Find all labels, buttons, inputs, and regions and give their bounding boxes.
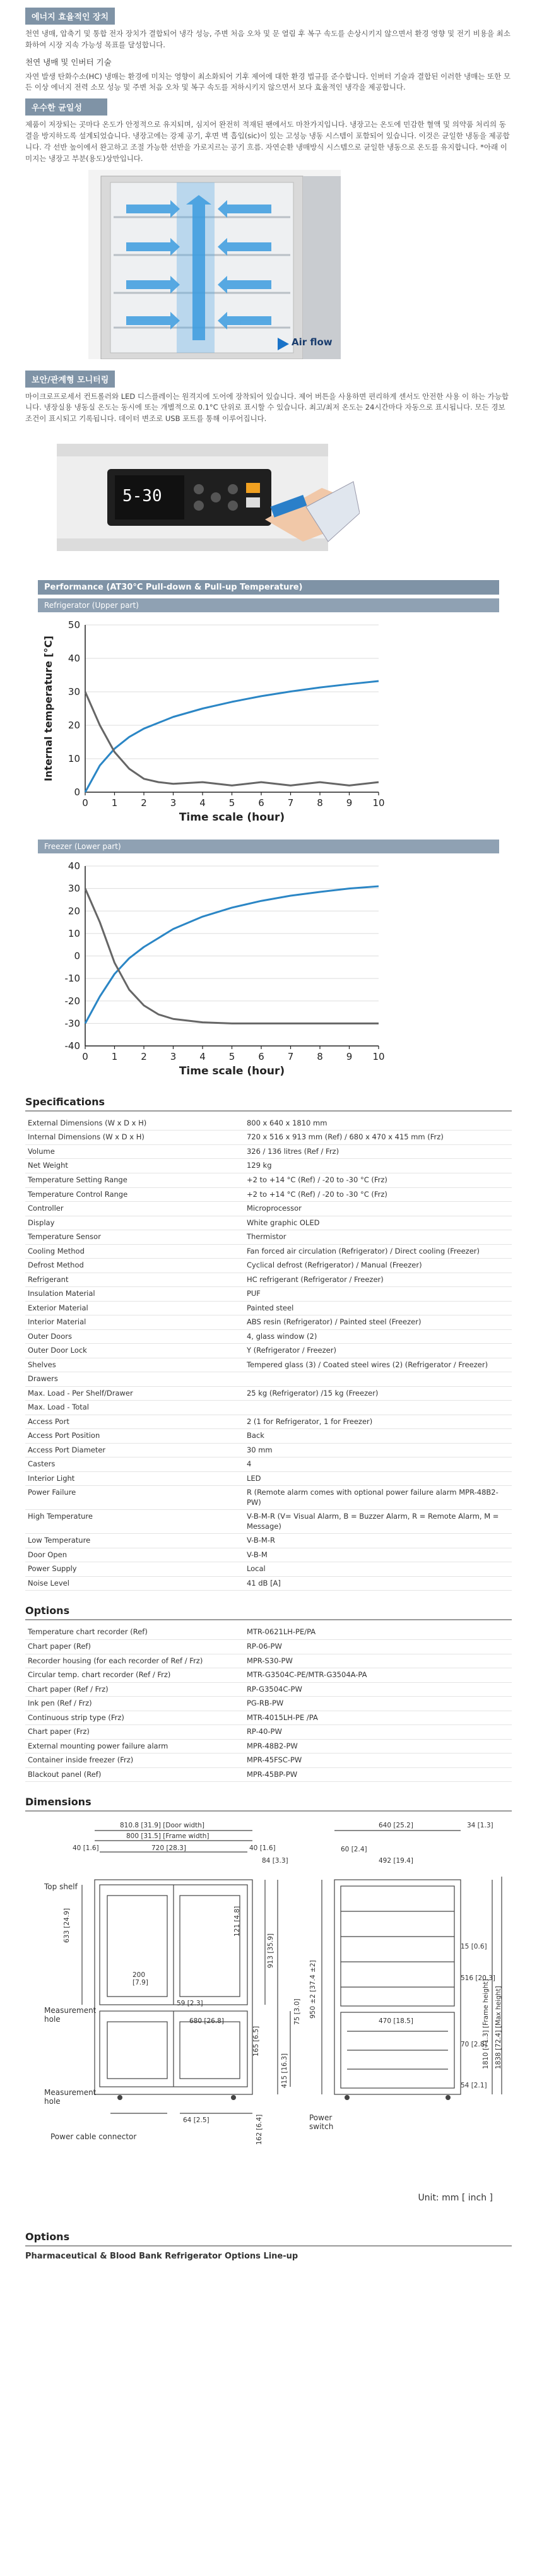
y-tick-label: 10: [68, 927, 80, 939]
fridge-chart-label: Refrigerator (Upper part): [38, 598, 499, 612]
spec-key: Access Port: [25, 1415, 244, 1429]
dim-64: 64 [2.5]: [183, 2116, 209, 2125]
spec-value: PUF: [244, 1287, 512, 1302]
dim-680: 680 [26.8]: [189, 2017, 224, 2026]
x-axis-label: Time scale (hour): [179, 810, 285, 824]
y-tick-label: 40: [68, 860, 80, 872]
option-key: Circular temp. chart recorder (Ref / Frz): [25, 1668, 244, 1683]
spec-key: Exterior Material: [25, 1301, 244, 1315]
spec-value: +2 to +14 °C (Ref) / -20 to -30 °C (Frz): [244, 1187, 512, 1202]
spec-key: Display: [25, 1216, 244, 1230]
spec-key: Interior Material: [25, 1315, 244, 1330]
dim-640: 640 [25.2]: [379, 1822, 413, 1830]
specifications-section: [25, 1093, 512, 1591]
series-line-pull-up: [85, 681, 379, 792]
spec-row: [25, 1471, 512, 1486]
spec-key: Interior Light: [25, 1471, 244, 1486]
dim-720: 720 [28.3]: [151, 1844, 186, 1853]
dim-frame-width: 800 [31.5] [Frame width]: [126, 1832, 209, 1841]
spec-value: 4: [244, 1457, 512, 1472]
spec-value: Tempered glass (3) / Coated steel wires (2) (Refrigerator / Freezer): [244, 1358, 512, 1372]
spec-key: External Dimensions (W x D x H): [25, 1117, 244, 1131]
spec-row: [25, 1202, 512, 1216]
x-tick-label: 3: [170, 797, 177, 809]
freezer-chart-label: Freezer (Lower part): [38, 840, 499, 853]
spec-row: [25, 1244, 512, 1259]
refrigerant-paragraph: 자연 발생 탄화수소(HC) 냉매는 환경에 미치는 영향이 최소화되어 기후 제어에 대한 환경 법규를 준수합니다. 인버터 기술과 결합된 이러한 냉매는 또한 모든 이상 에너지 전력 소모 성능 및 주변 처음 오차 및 복구 속도를 저하시키지 않으면서 보다 효율적인 냉각을 제공합니다.: [25, 71, 510, 92]
y-tick-label: 20: [68, 905, 80, 917]
x-tick-label: 6: [258, 797, 264, 809]
spec-value: 4, glass window (2): [244, 1329, 512, 1344]
x-tick-label: 5: [228, 797, 235, 809]
spec-key: Refrigerant: [25, 1273, 244, 1287]
spec-value: [244, 1401, 512, 1415]
spec-row: [25, 1329, 512, 1344]
option-key: Chart paper (Ref / Frz): [25, 1682, 244, 1697]
option-key: Recorder housing (for each recorder of Ref / Frz): [25, 1654, 244, 1668]
spec-row: [25, 1187, 512, 1202]
measurement-hole-label-1: Measurement hole: [44, 2006, 97, 2024]
x-tick-label: 10: [372, 797, 385, 809]
y-tick-label: 10: [68, 752, 80, 764]
top-shelf-label: Top shelf: [44, 1882, 78, 1892]
option-row: [25, 1725, 512, 1740]
airflow-fridge-image: [88, 170, 341, 359]
spec-value: Cyclical defrost (Refrigerator) / Manual (Freezer): [244, 1259, 512, 1273]
spec-row: [25, 1216, 512, 1230]
spec-row: [25, 1372, 512, 1387]
spec-row: [25, 1386, 512, 1401]
spec-row: [25, 1259, 512, 1273]
footer-options-section: [25, 2228, 512, 2261]
x-tick-label: 9: [346, 797, 353, 809]
spec-row: [25, 1287, 512, 1302]
spec-row: [25, 1562, 512, 1577]
spec-key: Temperature Sensor: [25, 1230, 244, 1245]
y-tick-label: -10: [64, 973, 80, 985]
x-tick-label: 8: [317, 797, 323, 809]
option-row: [25, 1697, 512, 1711]
spec-key: Cooling Method: [25, 1244, 244, 1259]
spec-key: Max. Load - Per Shelf/Drawer: [25, 1386, 244, 1401]
spec-key: Temperature Setting Range: [25, 1173, 244, 1188]
controller-panel-image: [57, 431, 360, 564]
y-tick-label: 30: [68, 686, 80, 697]
spec-value: 129 kg: [244, 1159, 512, 1173]
dim-415: 415 [16.3]: [281, 2053, 288, 2089]
dim-60: 60 [2.4]: [341, 1846, 367, 1854]
spec-row: [25, 1548, 512, 1562]
x-tick-label: 2: [141, 797, 147, 809]
monitoring-section: [25, 371, 512, 564]
monitoring-paragraph: 마이크로프로세서 컨트롤러와 LED 디스플레이는 원격지에 도어에 장착되어 있습니다. 제어 버튼을 사용하면 편리하게 센서도 안전한 사용 이 하는 가능합니다. 냉장실용 냉동실 온도는 동시에 또는 개별적으로 0.1°C 단위로 표시할 수 있습니다. 최고/최저 온도는 24시간마다 자동으로 표시됩니다. 모든 경보 조건이 표시되고 기록됩니다. 데이터 변조로 USB 포트를 통해 이루어집니다.: [25, 391, 509, 424]
airflow-illustration: [88, 170, 341, 359]
spec-value: V-B-M: [244, 1548, 512, 1562]
dim-15: 15 [0.6]: [461, 1943, 487, 1951]
dim-40-left: 40 [1.6]: [73, 1844, 99, 1853]
spec-row: [25, 1301, 512, 1315]
dim-162: 162 [6.4]: [256, 2114, 263, 2146]
spec-value: White graphic OLED: [244, 1216, 512, 1230]
dim-door-width: 810.8 [31.9] [Door width]: [120, 1822, 205, 1830]
freezer-chart-wrap: [38, 853, 499, 1083]
option-value: MPR-45BP-PW: [244, 1767, 512, 1782]
option-value: RP-G3504C-PW: [244, 1682, 512, 1697]
y-axis-label: Internal temperature [°C]: [42, 636, 54, 781]
dim-54: 54 [2.1]: [461, 2082, 487, 2090]
spec-value: 25 kg (Refrigerator) /15 kg (Freezer): [244, 1386, 512, 1401]
spec-key: Drawers: [25, 1372, 244, 1387]
display-illustration: [57, 431, 360, 564]
spec-value: Microprocessor: [244, 1202, 512, 1216]
option-key: External mounting power failure alarm: [25, 1739, 244, 1754]
spec-value: 30 mm: [244, 1443, 512, 1457]
spec-value: Painted steel: [244, 1301, 512, 1315]
specifications-title: Specifications: [25, 1093, 512, 1112]
option-row: [25, 1639, 512, 1654]
spec-row: [25, 1273, 512, 1287]
dim-516: 516 [20.3]: [461, 1974, 495, 1983]
spec-value: Local: [244, 1562, 512, 1577]
option-value: RP-06-PW: [244, 1639, 512, 1654]
spec-key: Access Port Position: [25, 1429, 244, 1444]
option-row: [25, 1739, 512, 1754]
spec-value: [244, 1372, 512, 1387]
freezer-chart: [38, 853, 391, 1081]
option-key: Blackout panel (Ref): [25, 1767, 244, 1782]
x-tick-label: 1: [111, 1050, 118, 1062]
spec-value: LED: [244, 1471, 512, 1486]
spec-row: [25, 1117, 512, 1131]
option-value: MPR-S30-PW: [244, 1654, 512, 1668]
option-key: Ink pen (Ref / Frz): [25, 1697, 244, 1711]
dim-40-right: 40 [1.6]: [249, 1844, 276, 1853]
lineup-heading: Pharmaceutical & Blood Bank Refrigerator Options Line-up: [25, 2252, 298, 2262]
y-tick-label: -40: [64, 1040, 80, 1052]
display-reading: 5-30: [122, 486, 162, 506]
option-value: MTR-G3504C-PE/MTR-G3504A-PA: [244, 1668, 512, 1683]
y-tick-label: 20: [68, 719, 80, 731]
series-line-pull-up: [85, 886, 379, 1023]
spec-key: Insulation Material: [25, 1287, 244, 1302]
dim-59: 59 [2.3]: [177, 2000, 203, 2008]
spec-key: Low Temperature: [25, 1534, 244, 1548]
x-tick-label: 1: [111, 797, 118, 809]
option-key: Container inside freezer (Frz): [25, 1754, 244, 1768]
series-line-pull-down: [85, 692, 379, 785]
spec-key: Volume: [25, 1144, 244, 1159]
measurement-hole-label-2: Measurement hole: [44, 2088, 97, 2106]
option-row: [25, 1767, 512, 1782]
dim-492: 492 [19.4]: [379, 1857, 413, 1865]
spec-value: 41 dB [A]: [244, 1576, 512, 1591]
spec-value: R (Remote alarm comes with optional power failure alarm MPR-48B2-PW): [244, 1486, 512, 1510]
spec-key: Shelves: [25, 1358, 244, 1372]
option-row: [25, 1668, 512, 1683]
energy-paragraph: 천연 냉매, 압축기 및 통합 전자 장치가 결합되어 냉각 성능, 주변 처음 오차 및 문 열림 후 복구 속도를 손상시키지 않으면서 환경 영향 및 전기 비용을 최소화하여 시장 지속 가능성 목표를 달성합니다.: [25, 29, 510, 49]
y-tick-label: 30: [68, 882, 80, 894]
spec-key: Power Supply: [25, 1562, 244, 1577]
dim-1838: 1838 [72.4] [Max height]: [495, 1986, 502, 2070]
x-tick-label: 0: [82, 797, 88, 809]
spec-row: [25, 1576, 512, 1591]
option-row: [25, 1682, 512, 1697]
option-value: MPR-45FSC-PW: [244, 1754, 512, 1768]
option-key: Chart paper (Ref): [25, 1639, 244, 1654]
spec-row: [25, 1401, 512, 1415]
options-table: [25, 1625, 512, 1782]
spec-key: High Temperature: [25, 1510, 244, 1534]
airflow-label: Air flow: [292, 336, 333, 348]
dimensions-section: [25, 1793, 512, 2203]
spec-row: [25, 1344, 512, 1358]
option-key: Continuous strip type (Frz): [25, 1711, 244, 1725]
spec-value: 326 / 136 litres (Ref / Frz): [244, 1144, 512, 1159]
performance-section: [25, 580, 512, 1083]
dim-633: 633 [24.9]: [63, 1908, 71, 1944]
x-tick-label: 4: [199, 1050, 206, 1062]
spec-row: [25, 1315, 512, 1330]
spec-value: 720 x 516 x 913 mm (Ref) / 680 x 470 x 415 mm (Frz): [244, 1131, 512, 1145]
specifications-table: [25, 1117, 512, 1591]
dimensions-drawing: [25, 1817, 512, 2189]
spec-value: Fan forced air circulation (Refrigerator) / Direct cooling (Freezer): [244, 1244, 512, 1259]
spec-key: Max. Load - Total: [25, 1401, 244, 1415]
spec-row: [25, 1173, 512, 1188]
spec-key: Power Failure: [25, 1486, 244, 1510]
energy-section: [25, 0, 512, 93]
spec-row: [25, 1486, 512, 1510]
spec-row: [25, 1415, 512, 1429]
spec-row: [25, 1131, 512, 1145]
option-row: [25, 1654, 512, 1668]
option-row: [25, 1711, 512, 1725]
spec-key: Noise Level: [25, 1576, 244, 1591]
y-tick-label: -30: [64, 1018, 80, 1030]
dim-470: 470 [18.5]: [379, 2017, 413, 2026]
spec-value: HC refrigerant (Refrigerator / Freezer): [244, 1273, 512, 1287]
spec-value: Y (Refrigerator / Freezer): [244, 1344, 512, 1358]
x-tick-label: 6: [258, 1050, 264, 1062]
dim-200: 200 [7.9]: [133, 1971, 148, 1987]
option-key: Temperature chart recorder (Ref): [25, 1625, 244, 1639]
spec-value: ABS resin (Refrigerator) / Painted steel (Freezer): [244, 1315, 512, 1330]
option-key: Chart paper (Frz): [25, 1725, 244, 1740]
option-value: RP-40-PW: [244, 1725, 512, 1740]
y-tick-label: 50: [68, 619, 80, 631]
spec-key: Net Weight: [25, 1159, 244, 1173]
spec-row: [25, 1510, 512, 1534]
spec-row: [25, 1429, 512, 1444]
x-tick-label: 7: [287, 797, 294, 809]
power-cable-label: Power cable connector: [50, 2132, 137, 2142]
dim-75: 75 [3.0]: [293, 1998, 301, 2026]
spec-row: [25, 1457, 512, 1472]
spec-key: Controller: [25, 1202, 244, 1216]
dim-34: 34 [1.3]: [467, 1822, 493, 1830]
spec-row: [25, 1534, 512, 1548]
y-tick-label: 40: [68, 652, 80, 664]
y-tick-label: 0: [74, 786, 80, 798]
fridge-chart: [38, 612, 391, 827]
x-tick-label: 5: [228, 1050, 235, 1062]
dim-950: 950 ±2 [37.4 ±2]: [309, 1960, 317, 2019]
y-tick-label: 0: [74, 950, 80, 962]
spec-value: +2 to +14 °C (Ref) / -20 to -30 °C (Frz): [244, 1173, 512, 1188]
spec-key: Temperature Control Range: [25, 1187, 244, 1202]
dim-70: 70 [2.8]: [461, 2041, 487, 2049]
dimensions-title: Dimensions: [25, 1793, 512, 1812]
uniformity-section: [25, 98, 512, 359]
spec-value: Back: [244, 1429, 512, 1444]
spec-key: Door Open: [25, 1548, 244, 1562]
spec-key: Outer Door Lock: [25, 1344, 244, 1358]
performance-section-bar: Performance (AT30°C Pull-down & Pull-up Temperature): [38, 580, 499, 595]
spec-row: [25, 1358, 512, 1372]
spec-key: Internal Dimensions (W x D x H): [25, 1131, 244, 1145]
x-axis-label: Time scale (hour): [179, 1064, 285, 1077]
dim-913: 913 [35.9]: [267, 1933, 274, 1969]
spec-row: [25, 1159, 512, 1173]
energy-section-bar: 에너지 효율적인 장치: [25, 8, 115, 25]
dim-121: 121 [4.8]: [233, 1906, 241, 1937]
spec-row: [25, 1230, 512, 1245]
spec-value: Thermistor: [244, 1230, 512, 1245]
x-tick-label: 0: [82, 1050, 88, 1062]
uniformity-section-bar: 우수한 균일성: [25, 98, 107, 116]
x-tick-label: 7: [287, 1050, 294, 1062]
option-row: [25, 1625, 512, 1639]
dim-1810: 1810 [71.3] [Frame height]: [482, 1979, 490, 2070]
option-row: [25, 1754, 512, 1768]
spec-row: [25, 1144, 512, 1159]
uniformity-paragraph: 제품이 저장되는 곳마다 온도가 안정적으로 유지되며, 심지어 완전히 적재된 팬에서도 마찬가지입니다. 냉장고는 온도에 민감한 혈액 및 의약품 처리의 동결을 방지하도록 설계되었습니다. 냉장고에는 강제 공기, 후면 벽 흡입(sic)이 있는 고성능 냉동 시스템이 포함되어 있습니다. 이것은 균일한 냉동을 제공합니다. 각 선반 높이에서 완고하고 조절 가능한 선반을 가로지르는 공기 흐름. 자연순환 냉매방식 시스템으로 균일한 냉동으로 온도를 유지합니다. *아래 이미지는 냉장고 부분(용도)상만입니다.: [25, 120, 510, 163]
spec-key: Defrost Method: [25, 1259, 244, 1273]
x-tick-label: 3: [170, 1050, 177, 1062]
x-tick-label: 4: [199, 797, 206, 809]
dim-84: 84 [3.3]: [262, 1857, 288, 1865]
fridge-chart-wrap: [38, 612, 499, 829]
option-value: MTR-4015LH-PE /PA: [244, 1711, 512, 1725]
footer-options-title: Options: [25, 2228, 512, 2247]
spec-value: V-B-M-R (V= Visual Alarm, B = Buzzer Alarm, R = Remote Alarm, M = Message): [244, 1510, 512, 1534]
x-tick-label: 9: [346, 1050, 353, 1062]
option-value: MTR-0621LH-PE/PA: [244, 1625, 512, 1639]
y-tick-label: -20: [64, 995, 80, 1007]
spec-key: Casters: [25, 1457, 244, 1472]
dim-165: 165 [6.5]: [252, 2026, 260, 2057]
spec-key: Access Port Diameter: [25, 1443, 244, 1457]
option-value: MPR-48B2-PW: [244, 1739, 512, 1754]
spec-value: 2 (1 for Refrigerator, 1 for Freezer): [244, 1415, 512, 1429]
power-switch-label: Power switch: [309, 2113, 334, 2132]
options-title: Options: [25, 1602, 512, 1620]
spec-value: V-B-M-R: [244, 1534, 512, 1548]
spec-row: [25, 1443, 512, 1457]
x-tick-label: 8: [317, 1050, 323, 1062]
spec-key: Outer Doors: [25, 1329, 244, 1344]
refrigerant-subhead: 천연 냉매 및 인버터 기술: [25, 57, 112, 67]
option-value: PG-RB-PW: [244, 1697, 512, 1711]
spec-value: 800 x 640 x 1810 mm: [244, 1117, 512, 1131]
monitoring-section-bar: 보안/관계형 모니터링: [25, 371, 115, 388]
x-tick-label: 10: [372, 1050, 385, 1062]
options-section: [25, 1602, 512, 1782]
dimensions-unit-note: Unit: mm [ inch ]: [418, 2193, 493, 2204]
x-tick-label: 2: [141, 1050, 147, 1062]
